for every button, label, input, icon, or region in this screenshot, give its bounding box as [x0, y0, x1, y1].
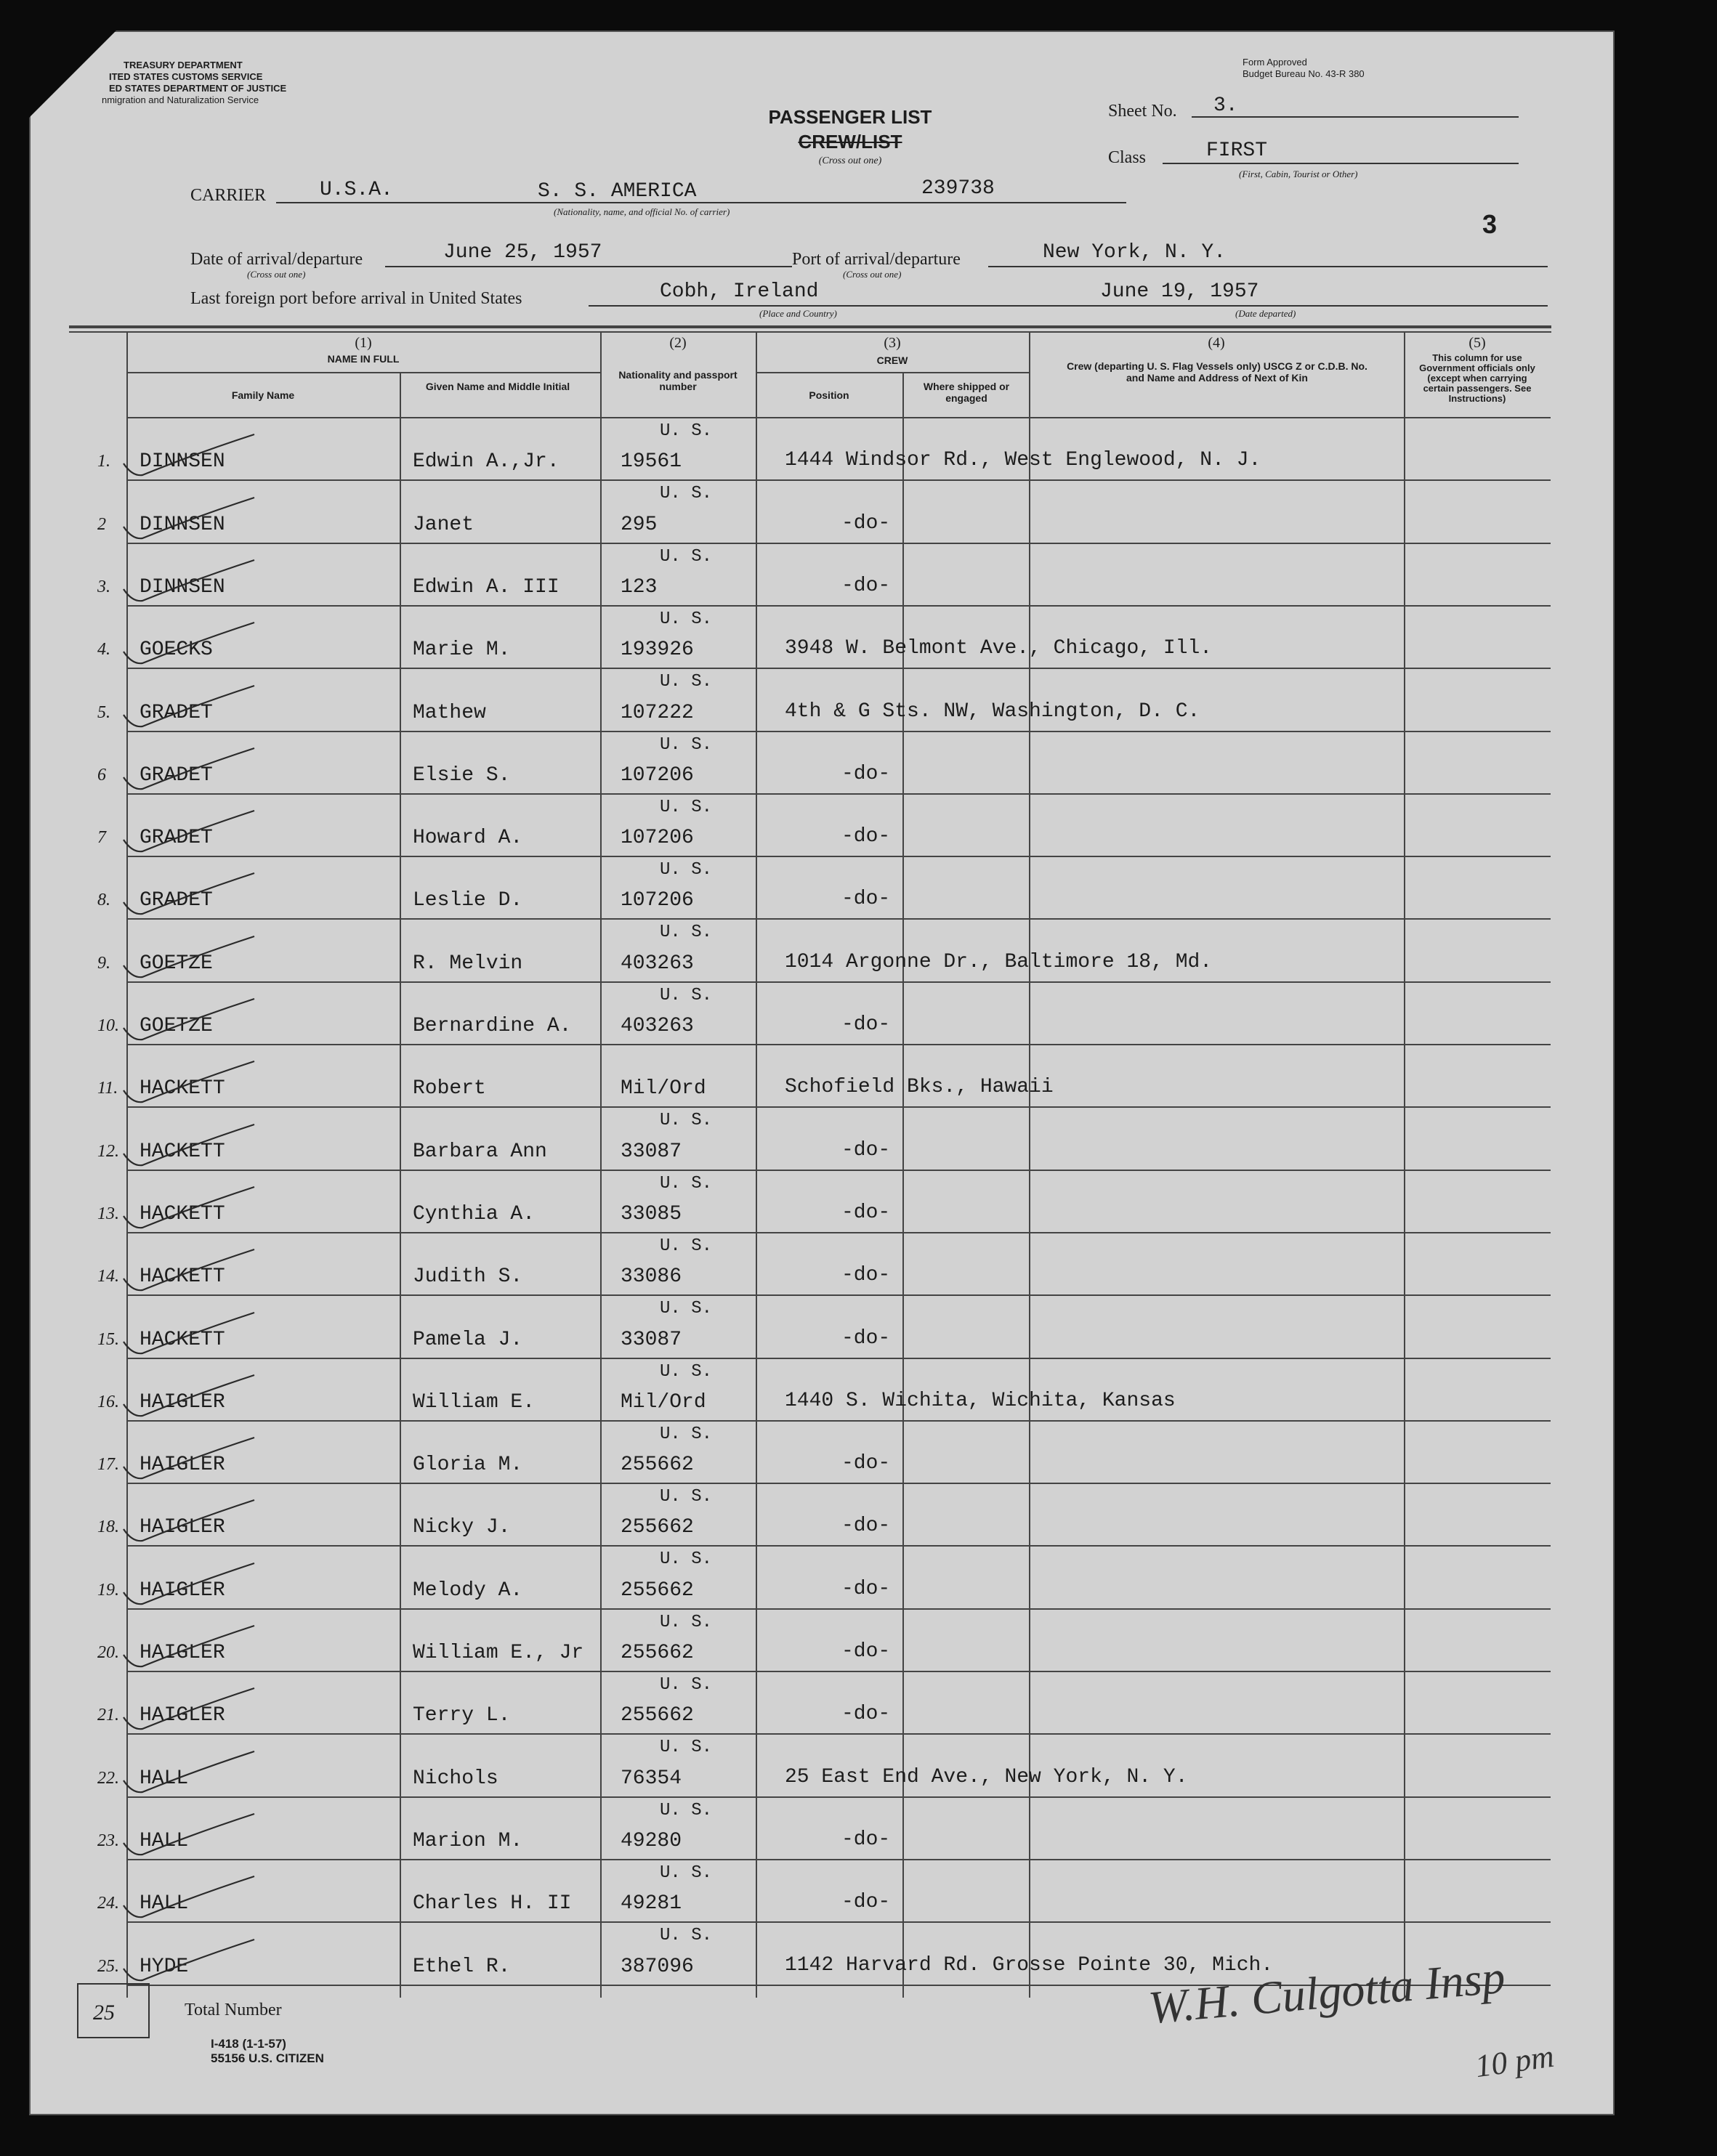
- time-note: 10 pm: [1473, 2038, 1556, 2085]
- last-port-label: Last foreign port before arrival in United States: [190, 289, 522, 308]
- agency-line-2: ITED STATES CUSTOMS SERVICE: [109, 71, 263, 82]
- table-row-line: [126, 1545, 1551, 1547]
- row-number: 14.: [97, 1267, 119, 1286]
- carrier-label: CARRIER: [190, 186, 267, 205]
- given-name: Janet: [413, 513, 474, 536]
- row-number: 24.: [97, 1894, 119, 1913]
- check-mark: [116, 1497, 262, 1548]
- col4-number: (4): [1208, 335, 1225, 351]
- last-foreign-port: Cobh, Ireland: [660, 280, 819, 303]
- row-number: 11.: [97, 1079, 118, 1098]
- nationality: U. S.: [660, 1361, 713, 1382]
- family-name: HAIGLER: [140, 1516, 225, 1539]
- table-row-line: [126, 918, 1551, 920]
- next-of-kin-address: -do-: [841, 1828, 891, 1851]
- nationality: U. S.: [660, 1299, 713, 1319]
- form-number: I-418 (1-1-57): [211, 2037, 286, 2051]
- family-name: GOETZE: [140, 952, 213, 975]
- passport-number: 123: [621, 575, 658, 599]
- family-name: GRADET: [140, 763, 213, 787]
- table-row-line: [126, 1044, 1551, 1045]
- nationality: U. S.: [660, 484, 713, 504]
- col-given-name: Given Name and Middle Initial: [425, 381, 570, 392]
- check-mark: [116, 1685, 262, 1736]
- check-mark: [116, 1811, 262, 1862]
- passport-number: 255662: [621, 1642, 694, 1664]
- row-number: 19.: [97, 1580, 119, 1600]
- given-name: Robert: [413, 1077, 486, 1101]
- row-number: 22.: [97, 1768, 119, 1788]
- passport-number: 403263: [621, 952, 694, 975]
- next-of-kin-address: 4th & G Sts. NW, Washington, D. C.: [785, 700, 1200, 723]
- next-of-kin-address: -do-: [841, 762, 891, 785]
- class-caption: (First, Cabin, Tourist or Other): [1239, 169, 1358, 179]
- family-name: HACKETT: [140, 1140, 225, 1163]
- next-of-kin-address: -do-: [841, 1515, 891, 1538]
- check-mark: [116, 1560, 262, 1611]
- family-name: GRADET: [140, 889, 213, 912]
- total-box: [77, 1983, 150, 2038]
- check-mark: [116, 933, 262, 984]
- title-caption: (Cross out one): [818, 155, 882, 166]
- nationality: U. S.: [660, 860, 713, 880]
- table-row-line: [126, 668, 1551, 669]
- check-mark: [116, 1873, 262, 1924]
- table-row-line: [126, 793, 1551, 795]
- row-number: 23.: [97, 1831, 119, 1850]
- check-mark: [116, 996, 262, 1047]
- table-row-line: [126, 856, 1551, 857]
- given-name: Leslie D.: [413, 889, 523, 912]
- given-name: Nichols: [413, 1767, 498, 1790]
- family-name: GOETZE: [140, 1015, 213, 1037]
- last-port-caption: (Place and Country): [759, 308, 837, 319]
- family-name: GRADET: [140, 701, 213, 724]
- nationality: U. S.: [660, 1926, 713, 1946]
- col-government-use: This column for use Government officials only (except when carrying certain passengers. See Instructions): [1419, 352, 1535, 404]
- nationality: U. S.: [660, 672, 713, 692]
- check-mark: [116, 495, 262, 546]
- check-mark: [116, 1122, 262, 1172]
- row-number: 10.: [97, 1016, 119, 1035]
- nationality: U. S.: [660, 1800, 713, 1820]
- date-of-arrival: June 25, 1957: [443, 241, 602, 264]
- us-citizen-form: 55156 U.S. CITIZEN: [211, 2051, 324, 2065]
- agency-line-4: nmigration and Naturalization Service: [102, 94, 259, 105]
- row-number: 8.: [97, 891, 110, 910]
- row-number: 25.: [97, 1956, 119, 1976]
- next-of-kin-address: 3948 W. Belmont Ave., Chicago, Ill.: [785, 637, 1213, 660]
- carrier-nationality: U.S.A.: [320, 179, 393, 201]
- given-name: Gloria M.: [413, 1454, 523, 1477]
- check-mark: [116, 870, 262, 921]
- next-of-kin-address: -do-: [841, 1891, 891, 1914]
- col5-number: (5): [1468, 335, 1486, 351]
- budget-bureau-no: Budget Bureau No. 43-R 380: [1243, 68, 1365, 79]
- title-crew-list: CREW/LIST: [798, 131, 902, 153]
- next-of-kin-address: 1142 Harvard Rd. Grosse Pointe 30, Mich.: [785, 1953, 1274, 1977]
- next-of-kin-address: -do-: [841, 1577, 891, 1600]
- sheet-label: Sheet No.: [1108, 102, 1177, 121]
- passport-number: 255662: [621, 1578, 694, 1602]
- given-name: Charles H. II: [413, 1892, 572, 1916]
- check-mark: [116, 683, 262, 734]
- col1-title: NAME IN FULL: [327, 353, 400, 365]
- row-number: 1.: [97, 452, 110, 471]
- next-of-kin-address: -do-: [841, 1326, 891, 1350]
- col-nationality-passport: Nationality and passport number: [618, 369, 738, 392]
- family-name: HACKETT: [140, 1328, 225, 1351]
- next-of-kin-address: 1440 S. Wichita, Wichita, Kansas: [785, 1389, 1176, 1412]
- family-name: HAIGLER: [140, 1704, 225, 1727]
- family-name: HAIGLER: [140, 1642, 225, 1664]
- date-arrival-label: Date of arrival/departure: [190, 250, 363, 269]
- agency-line-3: ED STATES DEPARTMENT OF JUSTICE: [109, 83, 287, 94]
- given-name: Melody A.: [413, 1578, 523, 1602]
- passport-number: 255662: [621, 1516, 694, 1539]
- row-number: 13.: [97, 1204, 119, 1223]
- title-passenger-list: PASSENGER LIST: [768, 106, 932, 128]
- given-name: Edwin A. III: [413, 575, 559, 599]
- next-of-kin-address: -do-: [841, 1264, 891, 1287]
- form-approved: Form Approved: [1243, 57, 1307, 68]
- family-name: HACKETT: [140, 1202, 225, 1225]
- passport-number: 76354: [621, 1767, 682, 1790]
- check-mark: [116, 1058, 262, 1109]
- total-number-value: 25: [93, 2001, 115, 2025]
- port-cross-caption: (Cross out one): [843, 269, 902, 280]
- next-of-kin-address: -do-: [841, 825, 891, 848]
- date-cross-caption: (Cross out one): [247, 269, 306, 280]
- next-of-kin-address: -do-: [841, 1138, 891, 1162]
- next-of-kin-address: -do-: [841, 1452, 891, 1475]
- next-of-kin-address: -do-: [841, 1201, 891, 1224]
- given-name: William E., Jr: [413, 1642, 584, 1664]
- passport-number: 255662: [621, 1704, 694, 1727]
- passport-number: 107206: [621, 763, 694, 787]
- passport-number: 33085: [621, 1202, 682, 1225]
- passport-number: 403263: [621, 1015, 694, 1037]
- family-name: GRADET: [140, 827, 213, 850]
- table-row-line: [126, 1170, 1551, 1171]
- passport-number: 33087: [621, 1328, 682, 1351]
- passport-number: 49281: [621, 1892, 682, 1916]
- passport-number: 255662: [621, 1454, 694, 1477]
- check-mark: [116, 431, 262, 482]
- nationality: U. S.: [660, 1549, 713, 1570]
- row-number: 16.: [97, 1392, 119, 1411]
- nationality: U. S.: [660, 1424, 713, 1444]
- col-position: Position: [809, 389, 849, 401]
- next-of-kin-address: -do-: [841, 1013, 891, 1036]
- given-name: Edwin A.,Jr.: [413, 450, 559, 474]
- given-name: Bernardine A.: [413, 1015, 572, 1037]
- family-name: HYDE: [140, 1955, 189, 1978]
- given-name: Howard A.: [413, 827, 523, 850]
- passport-number: 295: [621, 513, 658, 536]
- table-row-line: [126, 1358, 1551, 1359]
- given-name: Barbara Ann: [413, 1140, 547, 1163]
- col-where-shipped: Where shipped or engaged: [923, 381, 1010, 404]
- passport-number: 387096: [621, 1955, 694, 1978]
- date-departed: June 19, 1957: [1100, 280, 1259, 303]
- class-value: FIRST: [1206, 139, 1268, 162]
- nationality: U. S.: [660, 1111, 713, 1131]
- total-number-label: Total Number: [185, 2001, 282, 2019]
- check-mark: [116, 1184, 262, 1235]
- carrier-caption: (Nationality, name, and official No. of carrier): [554, 206, 730, 217]
- family-name: DINNSEN: [140, 575, 225, 599]
- check-mark: [116, 808, 262, 859]
- next-of-kin-address: -do-: [841, 511, 891, 535]
- next-of-kin-address: 1014 Argonne Dr., Baltimore 18, Md.: [785, 950, 1213, 973]
- family-name: HAIGLER: [140, 1454, 225, 1477]
- family-name: HALL: [140, 1892, 189, 1916]
- nationality: U. S.: [660, 1863, 713, 1883]
- given-name: Pamela J.: [413, 1328, 523, 1351]
- col3-number: (3): [884, 335, 901, 351]
- given-name: Terry L.: [413, 1704, 511, 1727]
- table-row-line: [126, 543, 1551, 544]
- carrier-ship-name: S. S. AMERICA: [538, 180, 697, 203]
- row-number: 12.: [97, 1141, 119, 1161]
- row-number: 21.: [97, 1706, 119, 1725]
- check-mark: [116, 1937, 262, 1987]
- table-row-line: [126, 1796, 1551, 1798]
- given-name: Marion M.: [413, 1829, 523, 1852]
- table-row-line: [126, 1733, 1551, 1735]
- nationality: U. S.: [660, 1173, 713, 1194]
- given-name: William E.: [413, 1390, 536, 1414]
- col-family-name: Family Name: [231, 389, 295, 401]
- row-number: 9.: [97, 953, 110, 973]
- passenger-list-sheet: [29, 31, 1615, 2115]
- table-row-line: [126, 731, 1551, 732]
- table-row-line: [126, 981, 1551, 983]
- row-number: 2: [97, 514, 106, 534]
- passport-number: 107206: [621, 889, 694, 912]
- family-name: HAIGLER: [140, 1390, 225, 1414]
- family-name: GOECKS: [140, 639, 213, 662]
- check-mark: [116, 1247, 262, 1297]
- nationality: U. S.: [660, 1236, 713, 1256]
- given-name: Ethel R.: [413, 1955, 511, 1978]
- given-name: Marie M.: [413, 639, 511, 662]
- given-name: Nicky J.: [413, 1516, 511, 1539]
- col-crew-next-of-kin: Crew (departing U. S. Flag Vessels only) USCG Z or C.D.B. No. and Name and Address of Next of Kin: [1067, 360, 1367, 384]
- table-row-line: [126, 1294, 1551, 1296]
- table-row-line: [126, 1232, 1551, 1233]
- check-mark: [116, 1310, 262, 1361]
- given-name: Cynthia A.: [413, 1202, 536, 1225]
- nationality: U. S.: [660, 1487, 713, 1507]
- class-label: Class: [1108, 148, 1147, 167]
- check-mark: [116, 557, 262, 608]
- corner-page-number: 3: [1482, 209, 1498, 239]
- table-row-line: [126, 605, 1551, 607]
- nationality: U. S.: [660, 1738, 713, 1758]
- row-number: 15.: [97, 1329, 119, 1349]
- nationality: U. S.: [660, 985, 713, 1005]
- row-number: 6: [97, 765, 106, 785]
- check-mark: [116, 1748, 262, 1799]
- passport-number: Mil/Ord: [621, 1077, 706, 1101]
- row-number: 5.: [97, 702, 110, 722]
- row-number: 17.: [97, 1455, 119, 1475]
- passport-number: 107206: [621, 827, 694, 850]
- nationality: U. S.: [660, 609, 713, 629]
- family-name: HACKETT: [140, 1077, 225, 1101]
- port-of-arrival: New York, N. Y.: [1043, 241, 1227, 264]
- given-name: R. Melvin: [413, 952, 523, 975]
- inspector-signature: W.H. Culgotta Insp: [1146, 1950, 1508, 2034]
- nationality: U. S.: [660, 1612, 713, 1632]
- table-row-line: [126, 1859, 1551, 1860]
- table-row-line: [126, 1921, 1551, 1923]
- check-mark: [116, 620, 262, 670]
- next-of-kin-address: -do-: [841, 574, 891, 597]
- given-name: Judith S.: [413, 1265, 523, 1289]
- next-of-kin-address: Schofield Bks., Hawaii: [785, 1076, 1054, 1099]
- family-name: DINNSEN: [140, 450, 225, 474]
- family-name: HACKETT: [140, 1265, 225, 1289]
- row-number: 7: [97, 828, 106, 848]
- col1-number: (1): [355, 335, 372, 351]
- check-mark: [116, 1623, 262, 1674]
- col3-crew-title: CREW: [876, 354, 908, 366]
- passport-number: 49280: [621, 1829, 682, 1852]
- next-of-kin-address: -do-: [841, 1640, 891, 1663]
- check-mark: [116, 1435, 262, 1486]
- next-of-kin-address: -do-: [841, 888, 891, 911]
- nationality: U. S.: [660, 546, 713, 567]
- row-number: 3.: [97, 577, 110, 596]
- family-name: HALL: [140, 1767, 189, 1790]
- date-departed-caption: (Date departed): [1235, 308, 1296, 319]
- passport-number: 193926: [621, 639, 694, 662]
- nationality: U. S.: [660, 734, 713, 755]
- given-name: Elsie S.: [413, 763, 511, 787]
- sheet-number: 3.: [1213, 94, 1238, 117]
- table-row-line: [126, 479, 1551, 481]
- table-row-line: [126, 1608, 1551, 1610]
- table-row-line: [126, 1671, 1551, 1672]
- carrier-official-number: 239738: [921, 177, 995, 200]
- col2-number: (2): [669, 335, 687, 351]
- passport-number: 33087: [621, 1140, 682, 1163]
- row-number: 20.: [97, 1643, 119, 1662]
- passport-number: 33086: [621, 1265, 682, 1289]
- nationality: U. S.: [660, 923, 713, 943]
- check-mark: [116, 745, 262, 796]
- family-name: HALL: [140, 1829, 189, 1852]
- row-number: 4.: [97, 640, 110, 660]
- passport-number: 19561: [621, 450, 682, 474]
- passport-number: Mil/Ord: [621, 1390, 706, 1414]
- nationality: U. S.: [660, 797, 713, 817]
- check-mark: [116, 1372, 262, 1423]
- passport-number: 107222: [621, 701, 694, 724]
- next-of-kin-address: 25 East End Ave., New York, N. Y.: [785, 1765, 1188, 1788]
- nationality: U. S.: [660, 421, 713, 441]
- family-name: HAIGLER: [140, 1578, 225, 1602]
- row-number: 18.: [97, 1517, 119, 1537]
- table-row-line: [126, 1106, 1551, 1108]
- table-row-line: [126, 1420, 1551, 1422]
- next-of-kin-address: 1444 Windsor Rd., West Englewood, N. J.: [785, 449, 1261, 472]
- agency-line-1: TREASURY DEPARTMENT: [124, 60, 243, 70]
- table-row-line: [126, 1483, 1551, 1484]
- given-name: Mathew: [413, 701, 486, 724]
- next-of-kin-address: -do-: [841, 1703, 891, 1726]
- nationality: U. S.: [660, 1675, 713, 1695]
- family-name: DINNSEN: [140, 513, 225, 536]
- port-arrival-label: Port of arrival/departure: [792, 250, 961, 269]
